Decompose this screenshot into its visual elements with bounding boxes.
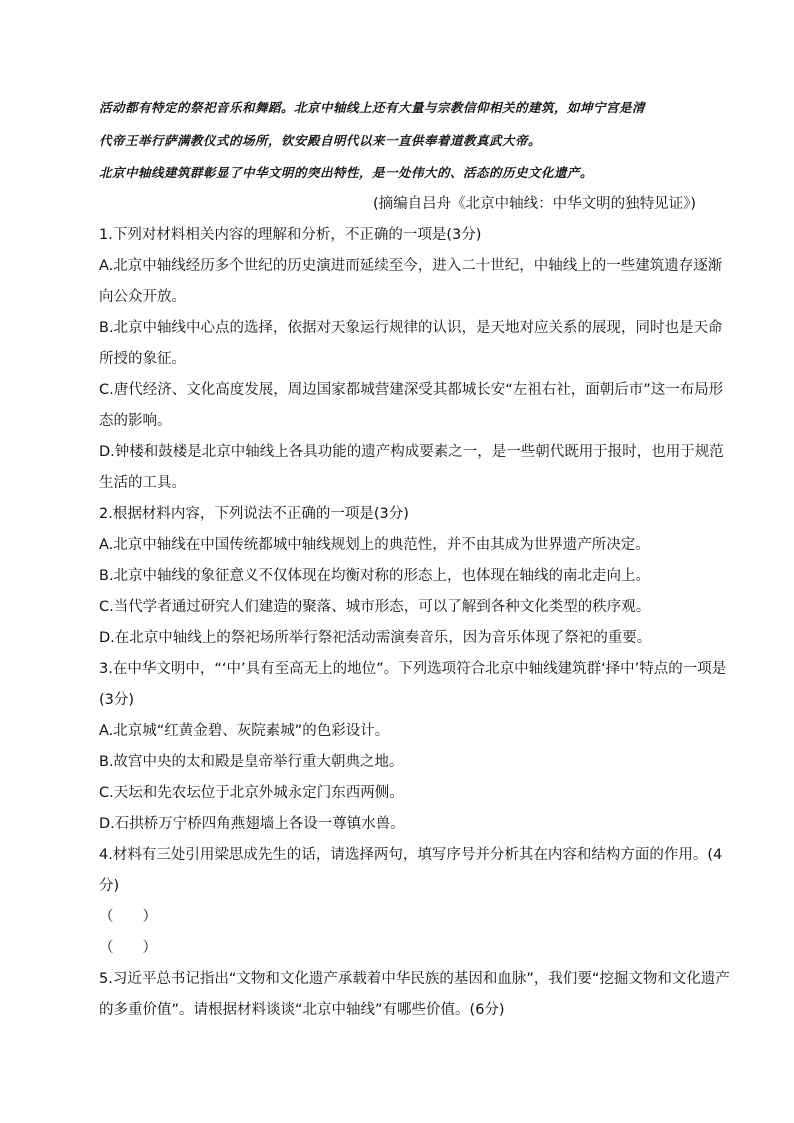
q1-option-b-line2: 所授的象征。 [99, 351, 186, 367]
q3-option-b: B.故宫中央的太和殿是皇帝举行重大朝典之地。 [99, 754, 404, 770]
q3-stem-line1: 3.在中华文明中，“‘中’具有至高无上的地位”。下列选项符合北京中轴线建筑群‘择中’特点的一项是 [99, 661, 727, 677]
q1-option-d-line2: 生活的工具。 [99, 475, 186, 491]
q1-stem: 1.下列对材料相关内容的理解和分析，不正确的一项是(3分) [99, 227, 482, 243]
q1-option-c-line1: C.唐代经济、文化高度发展，周边国家都城营建深受其都城长安“左祖右社，面朝后市”这一布局形 [99, 382, 724, 398]
q4-stem-line1: 4.材料有三处引用梁思成先生的话，请选择两句，填写序号并分析其在内容和结构方面的作用。(4 [99, 847, 723, 863]
material-line-2: 代帝王举行萨满教仪式的场所，钦安殿自明代以来一直供奉着道教真武大帝。 [99, 133, 542, 148]
q5-stem-line1: 5.习近平总书记指出“文物和文化遗产承载着中华民族的基因和血脉”，我们要“挖掘文物和文化遗产 [99, 971, 730, 987]
material-line-3: 北京中轴线建筑群彰显了中华文明的突出特性，是一处伟大的、活态的历史文化遗产。 [99, 165, 594, 180]
q1-option-d-line1: D.钟楼和鼓楼是北京中轴线上各具功能的遗产构成要素之一，是一些朝代既用于报时，也用于规范 [99, 444, 724, 460]
q2-stem: 2.根据材料内容，下列说法不正确的一项是(3分) [99, 506, 409, 522]
q4-answer-blank-2[interactable]: （ ） [99, 940, 157, 956]
q5-stem-line2: 的多重价值”。请根据材料谈谈“北京中轴线”有哪些价值。(6分) [99, 1002, 505, 1018]
q4-stem-line2: 分) [99, 878, 120, 894]
material-source: (摘编自吕舟《北京中轴线：中华文明的独特见证》) [372, 196, 696, 212]
q3-stem-line2: (3分) [99, 692, 135, 708]
q4-answer-blank-1[interactable]: （ ） [99, 909, 157, 925]
q3-option-d: D.石拱桥万宁桥四角燕翅墙上各设一尊镇水兽。 [99, 816, 405, 832]
q3-option-a: A.北京城“红黄金碧、灰院素城”的色彩设计。 [99, 723, 390, 739]
material-line-1: 活动都有特定的祭祀音乐和舞蹈。北京中轴线上还有大量与宗教信仰相关的建筑，如坤宁宫是清 [99, 100, 646, 115]
q2-option-b: B.北京中轴线的象征意义不仅体现在均衡对称的形态上，也体现在轴线的南北走向上。 [99, 568, 651, 584]
q2-option-c: C.当代学者通过研究人们建造的聚落、城市形态，可以了解到各种文化类型的秩序观。 [99, 599, 651, 615]
q1-option-c-line2: 态的影响。 [99, 413, 172, 429]
q1-option-a-line2: 向公众开放。 [99, 289, 186, 305]
q1-option-b-line1: B.北京中轴线中心点的选择，依据对天象运行规律的认识，是天地对应关系的展现，同时也是天命 [99, 320, 723, 336]
q1-option-a-line1: A.北京中轴线经历多个世纪的历史演进而延续至今，进入二十世纪，中轴线上的一些建筑遗存逐渐 [99, 258, 723, 274]
q2-option-d: D.在北京中轴线上的祭祀场所举行祭祀活动需演奏音乐，因为音乐体现了祭祀的重要。 [99, 630, 652, 646]
q2-option-a: A.北京中轴线在中国传统都城中轴线规划上的典范性，并不由其成为世界遗产所决定。 [99, 537, 650, 553]
q3-option-c: C.天坛和先农坛位于北京外城永定门东西两侧。 [99, 785, 404, 801]
